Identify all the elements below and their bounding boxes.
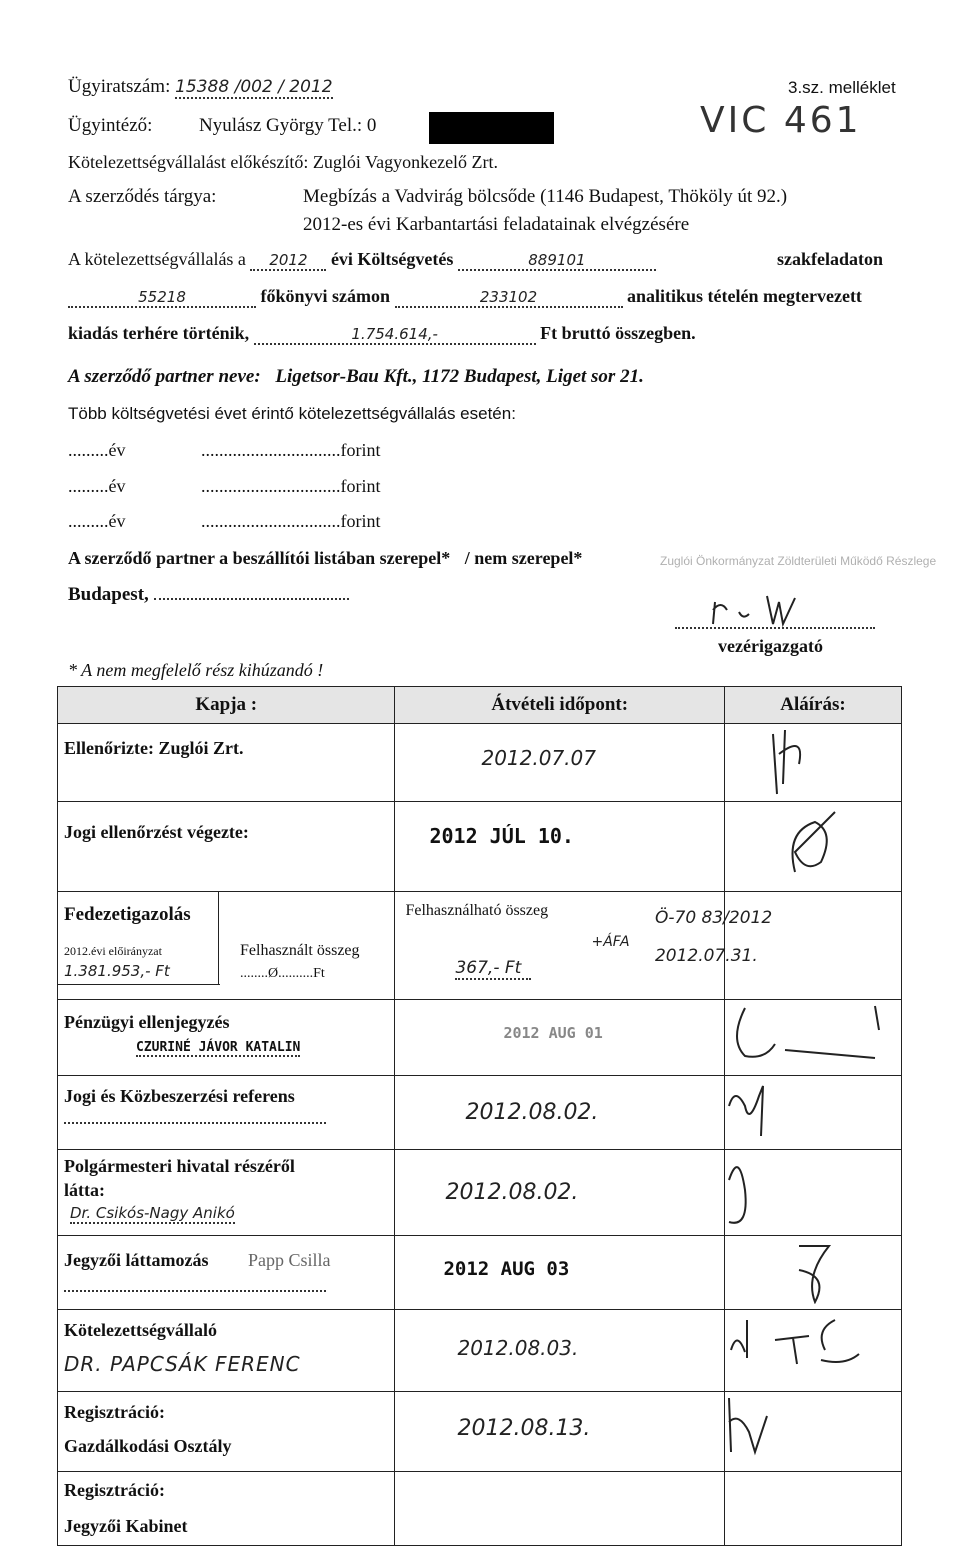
row-jegyzoi-signature	[724, 1236, 901, 1310]
preparer-line	[68, 152, 498, 173]
row-ellenorizte-date: 2012.07.07	[395, 724, 725, 802]
amount-value: 1.754.614,-	[254, 325, 536, 345]
fedezet-date: 2012.07.31.	[654, 946, 758, 966]
row-jegyzoi-date: 2012 AUG 03	[395, 1236, 725, 1310]
row-jogi-label: Jogi ellenőrzést végezte:	[58, 802, 395, 892]
amount-suffix: Ft bruttó összegben.	[540, 323, 696, 343]
polgarm-label2: látta:	[64, 1180, 105, 1200]
preparer-label: Kötelezettségvállalást előkészítő:	[68, 152, 309, 172]
jegyzoi-name: Papp Csilla	[248, 1250, 331, 1270]
handler-label: Ügyintéző:	[68, 115, 153, 136]
footnote: * A nem megfelelő rész kihúzandó !	[68, 660, 324, 680]
header-alairas: Aláírás:	[724, 687, 901, 724]
multi-year-row-1-year: .........év	[68, 440, 126, 460]
kozbesz-dots	[64, 1122, 326, 1124]
row-reg2-date	[395, 1472, 725, 1546]
fedezet-used-label: Felhasznált összeg	[240, 942, 360, 959]
row-polgarm-date: 2012.08.02.	[395, 1150, 725, 1236]
faded-stamp: Zuglói Önkormányzat Zöldterületi Működő Részlege	[660, 554, 937, 568]
table-row	[58, 1000, 902, 1076]
director-signature	[683, 592, 873, 630]
partner-label: A szerződő partner neve:	[68, 366, 261, 387]
signature-scribble-icon	[725, 1310, 901, 1386]
table-header-row	[58, 687, 902, 724]
signature-scribble-icon	[683, 592, 873, 630]
kotelez-name: DR. PAPCSÁK FERENC	[64, 1352, 301, 1376]
fedezet-ref-number: Ö-70 83/2012	[654, 908, 773, 928]
table-row	[58, 1236, 902, 1310]
case-number-value: 15388 /002 / 2012	[175, 77, 333, 97]
row-kotelez-label: Kötelezettségvállaló DR. PAPCSÁK FERENC	[58, 1310, 395, 1392]
table-row	[58, 1310, 902, 1392]
case-number-label: Ügyiratszám:	[68, 76, 171, 97]
fedezet-year-amount: 1.381.953,- Ft	[64, 962, 170, 980]
row-reg2-signature	[724, 1472, 901, 1546]
signature-scribble-icon	[725, 1076, 901, 1144]
annex-label: 3.sz. melléklet	[788, 78, 896, 97]
table-row	[58, 1472, 902, 1546]
ledger-number: 55218	[68, 288, 256, 308]
budget-lead: A kötelezettségvállalás a	[68, 249, 246, 269]
ledger-suffix: főkönyvi számon	[260, 286, 391, 306]
row-reg2-label: Regisztráció: Jegyzői Kabinet	[58, 1472, 395, 1546]
table-row	[58, 1076, 902, 1150]
fedezet-divider-bottom	[58, 984, 220, 985]
fedezet-available-amount: 367,- Ft	[455, 958, 531, 980]
row-penzugyi-signature	[724, 1000, 901, 1076]
multi-year-row-3-amount: ...............................forint	[201, 511, 381, 531]
multi-year-row-2-year: .........év	[68, 476, 126, 496]
signature-scribble-icon	[725, 1150, 901, 1230]
jegyzoi-dots	[64, 1290, 326, 1292]
director-signature-dots	[675, 627, 875, 629]
routing-table	[57, 686, 902, 1546]
row-fedezet-label: Fedezetigazolás 2012.évi előirányzat 1.381.953,- Ft Felhasznált összeg ........Ø..........Ft	[58, 892, 395, 1000]
budget-year-suffix: évi Költségvetés	[330, 249, 454, 269]
row-kozbesz-signature	[724, 1076, 901, 1150]
multi-year-row-1-amount: ...............................forint	[201, 440, 381, 460]
row-polgarm-label: Polgármesteri hivatal részéről látta: Dr. Csikós-Nagy Anikó	[58, 1150, 395, 1236]
city-date-dots	[154, 598, 349, 600]
subject-line-1: Megbízás a Vadvirág bölcsőde (1146 Budapest, Thököly út 92.)	[303, 186, 788, 207]
row-kozbesz-label: Jogi és Közbeszerzési referens	[58, 1076, 395, 1150]
director-title: vezérigazgató	[718, 636, 823, 656]
header-kapja: Kapja :	[58, 687, 395, 724]
handwritten-reference: VIC 461	[700, 100, 862, 141]
row-jogi-date: 2012 JÚL 10.	[395, 802, 725, 892]
row-kotelez-signature	[724, 1310, 901, 1392]
analytic-suffix: analitikus tételén megtervezett	[627, 286, 862, 306]
multi-year-heading: Több költségvetési évet érintő kötelezettségvállalás esetén:	[68, 404, 516, 423]
row-reg1-signature	[724, 1392, 901, 1472]
polgarm-name: Dr. Csikós-Nagy Anikó	[70, 1204, 235, 1222]
row-fedezet-notes	[654, 892, 901, 1000]
fedezet-year-label: 2012.évi előirányzat	[64, 944, 162, 958]
subject-line-2: 2012-es évi Karbantartási feladatainak elvégzésére	[303, 214, 690, 235]
case-number-line	[68, 76, 333, 98]
fedezet-divider	[218, 892, 220, 984]
reg1-label2: Gazdálkodási Osztály	[64, 1436, 232, 1456]
task-suffix: szakfeladaton	[777, 249, 884, 269]
table-row	[58, 892, 902, 1000]
table-row	[58, 1392, 902, 1472]
city-line	[68, 584, 349, 606]
city-label: Budapest,	[68, 584, 149, 605]
signature-scribble-icon	[725, 724, 901, 796]
analytic-number: 233102	[395, 288, 623, 308]
row-jogi-signature	[724, 802, 901, 892]
row-kozbesz-date: 2012.08.02.	[395, 1076, 725, 1150]
row-penzugyi-label: Pénzügyi ellenjegyzés CZURINÉ JÁVOR KATALIN	[58, 1000, 395, 1076]
partner-line	[68, 366, 644, 388]
subject-label: A szerződés tárgya:	[68, 186, 217, 207]
signature-scribble-icon	[725, 1236, 901, 1304]
redaction-box	[429, 112, 554, 144]
header-atveteli: Átvételi időpont:	[395, 687, 725, 724]
row-ellenorizte-signature	[724, 724, 901, 802]
supplier-list-b: / nem szerepel*	[464, 548, 583, 568]
preparer-value: Zuglói Vagyonkezelő Zrt.	[312, 152, 499, 172]
fedezet-available-label: Felhasználható összeg	[405, 902, 549, 919]
penzugyi-name: CZURINÉ JÁVOR KATALIN	[136, 1040, 301, 1055]
fedezet-used-amount: ........Ø..........Ft	[240, 966, 325, 981]
table-row	[58, 802, 902, 892]
table-row	[58, 724, 902, 802]
budget-line-3	[68, 323, 696, 345]
task-number: 889101	[458, 251, 656, 271]
supplier-list-a: A szerződő partner a beszállítói listában szerepel*	[68, 548, 451, 568]
multi-year-row-3-year: .........év	[68, 511, 126, 531]
budget-line-2	[68, 286, 862, 308]
table-row	[58, 1150, 902, 1236]
supplier-list-line	[68, 548, 582, 569]
row-jegyzoi-label: Jegyzői láttamozás Papp Csilla	[58, 1236, 395, 1310]
fedezet-note-plus: +ÁFA	[591, 934, 630, 950]
row-reg1-label: Regisztráció: Gazdálkodási Osztály	[58, 1392, 395, 1472]
partner-value: Ligetsor-Bau Kft., 1172 Budapest, Liget sor 21.	[275, 366, 644, 387]
handler-value: Nyulász György Tel.: 0	[199, 115, 377, 136]
row-reg1-date: 2012.08.13.	[395, 1392, 725, 1472]
row-polgarm-signature	[724, 1150, 901, 1236]
signature-scribble-icon	[725, 1000, 901, 1070]
row-ellenorizte-label: Ellenőrizte: Zuglói Zrt.	[58, 724, 395, 802]
charge-prefix: kiadás terhére történik,	[68, 323, 250, 343]
reg2-label2: Jegyzői Kabinet	[64, 1516, 188, 1536]
row-kotelez-date: 2012.08.03.	[395, 1310, 725, 1392]
signature-scribble-icon	[725, 1392, 901, 1466]
signature-scribble-icon	[725, 802, 901, 886]
budget-line-1	[68, 249, 656, 271]
budget-year: 2012	[250, 251, 326, 271]
multi-year-row-2-amount: ...............................forint	[201, 476, 381, 496]
row-penzugyi-date: 2012 AUG 01	[395, 1000, 725, 1076]
